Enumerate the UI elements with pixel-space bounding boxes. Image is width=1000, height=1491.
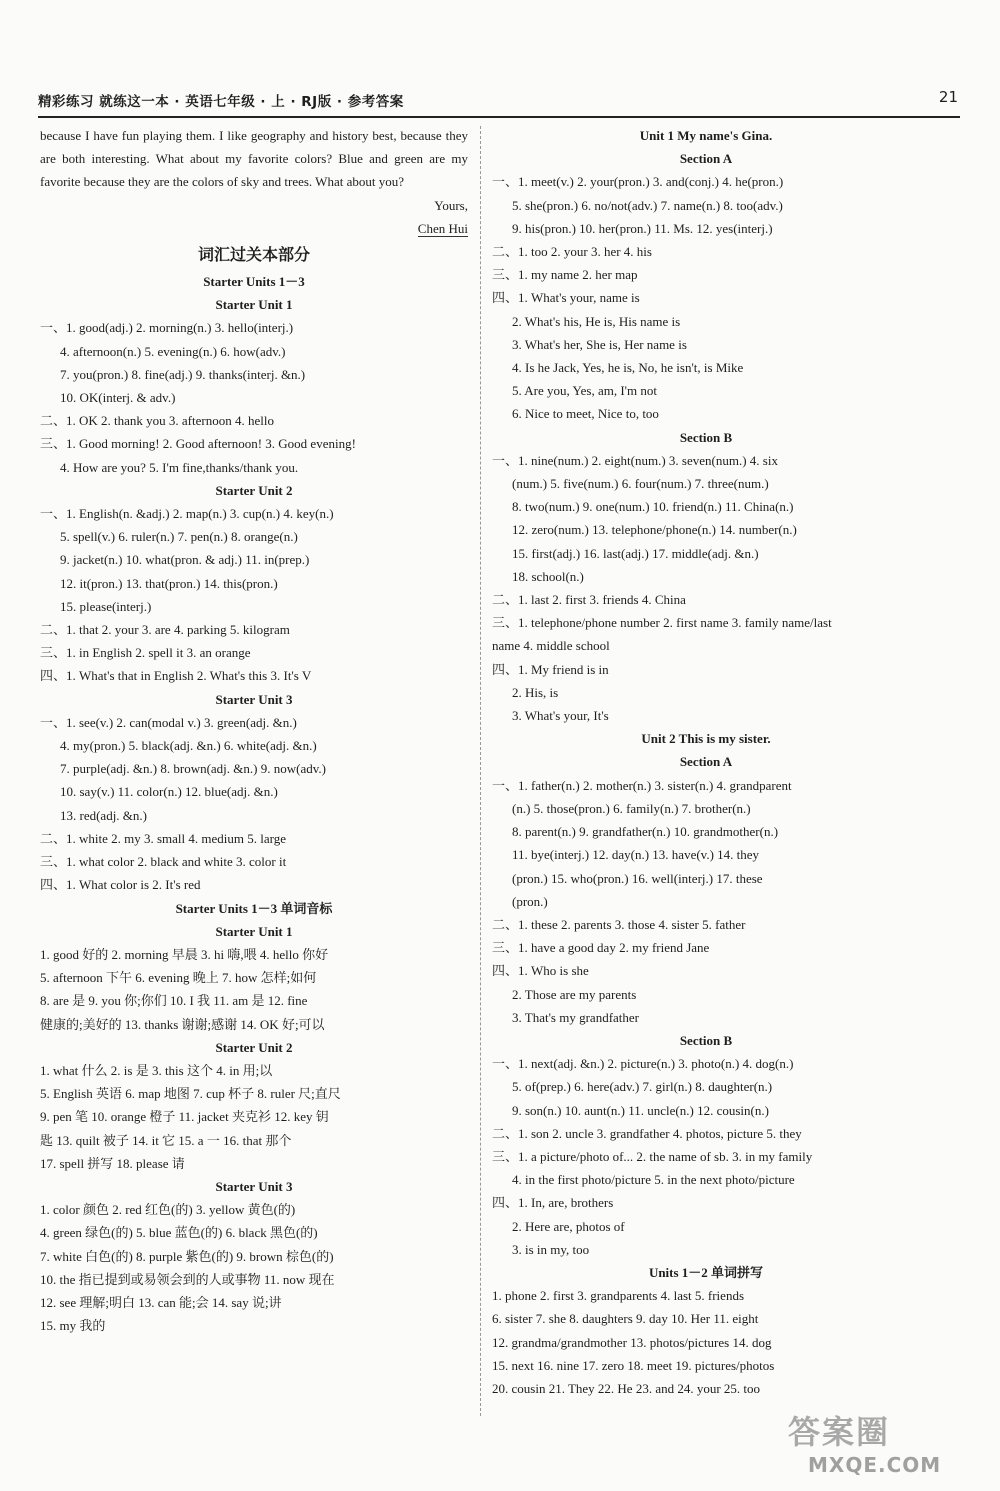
watermark xyxy=(770,1405,970,1483)
answer-line: 二、1. white 2. my 3. small 4. medium 5. large xyxy=(40,830,287,846)
section-heading: Starter Unit 3 xyxy=(215,1178,293,1194)
answer-line: (num.) 5. five(num.) 6. four(num.) 7. three(num.) xyxy=(512,476,769,492)
answer-line: 四、1. My friend is in xyxy=(492,661,609,677)
answer-line: 15. next 16. nine 17. zero 18. meet 19. pictures/photos xyxy=(492,1357,775,1373)
letter-paragraph: because I have fun playing them. I like geography and history best, because they are both interesting. What about my favorite colors? Blue and green are my favorite because they are the colors of sky and trees. What about you? xyxy=(40,128,468,190)
answer-line: 一、1. nine(num.) 2. eight(num.) 3. seven(num.) 4. six xyxy=(492,452,778,468)
answer-line: 5. English 英语 6. map 地图 7. cup 杯子 8. ruler 尺;直尺 xyxy=(40,1086,341,1102)
answer-line: 1. phone 2. first 3. grandparents 4. last 5. friends xyxy=(492,1288,745,1304)
answer-line: 1. what 什么 2. is 是 3. this 这个 4. in 用;以 xyxy=(40,1062,273,1078)
column-divider xyxy=(480,126,481,1416)
answer-line: 4. Is he Jack, Yes, he is, No, he isn't, is Mike xyxy=(512,360,744,376)
answer-line: 3. That's my grandfather xyxy=(512,1009,640,1025)
answer-line: 12. see 理解;明白 13. can 能;会 14. say 说;讲 xyxy=(40,1294,282,1310)
answer-line: 15. my 我的 xyxy=(40,1318,106,1334)
answer-line: 3. What's your, It's xyxy=(512,708,609,724)
page-header xyxy=(38,86,960,118)
section-heading: Starter Unit 2 xyxy=(215,1039,293,1055)
answer-line: 2. Here are, photos of xyxy=(512,1218,625,1234)
answer-line: 17. spell 拼写 18. please 请 xyxy=(40,1155,185,1171)
answer-line: 二、1. OK 2. thank you 3. afternoon 4. hello xyxy=(40,413,274,429)
letter-signature xyxy=(40,217,468,240)
answer-line: 9. his(pron.) 10. her(pron.) 11. Ms. 12. yes(interj.) xyxy=(512,220,773,236)
answer-line: 三、1. Good morning! 2. Good afternoon! 3. Good evening! xyxy=(40,436,356,452)
watermark-url: MXQE.COM xyxy=(808,1453,942,1477)
answer-line: 12. zero(num.) 13. telephone/phone(n.) 14. number(n.) xyxy=(512,522,797,538)
answer-line: 8. are 是 9. you 你;你们 10. I 我 11. am 是 12. fine xyxy=(40,993,308,1009)
answer-line: 4. How are you? 5. I'm fine,thanks/thank you. xyxy=(60,459,299,475)
answer-line: 7. you(pron.) 8. fine(adj.) 9. thanks(interj. &n.) xyxy=(60,366,306,382)
answer-line: 一、1. good(adj.) 2. morning(n.) 3. hello(interj.) xyxy=(40,320,294,336)
answer-line: 4. my(pron.) 5. black(adj. &n.) 6. white(adj. &n.) xyxy=(60,738,317,754)
signature-name: Chen Hui xyxy=(417,220,468,236)
answer-line: 9. pen 笔 10. orange 橙子 11. jacket 夹克衫 12. key 钥 xyxy=(40,1109,329,1125)
answer-line: 3. is in my, too xyxy=(512,1241,590,1257)
answer-line: 5. afternoon 下午 6. evening 晚上 7. how 怎样;如何 xyxy=(40,970,317,986)
answer-line: 18. school(n.) xyxy=(512,568,584,584)
section-heading: Unit 2 This is my sister. xyxy=(641,731,771,747)
answer-line: 健康的;美好的 13. thanks 谢谢;感谢 14. OK 好;可以 xyxy=(40,1016,325,1032)
right-column xyxy=(492,124,920,1421)
answer-line: 5. Are you, Yes, am, I'm not xyxy=(512,383,657,399)
answer-line: 三、1. in English 2. spell it 3. an orange xyxy=(40,645,251,661)
answer-line: 三、1. have a good day 2. my friend Jane xyxy=(492,940,710,956)
answer-line: 二、1. too 2. your 3. her 4. his xyxy=(492,244,652,260)
answer-line: 一、1. English(n. &adj.) 2. map(n.) 3. cup(n.) 4. key(n.) xyxy=(40,506,334,522)
answer-line: 1. color 颜色 2. red 红色(的) 3. yellow 黄色(的) xyxy=(40,1202,296,1218)
answer-line: 9. jacket(n.) 10. what(pron. & adj.) 11. in(prep.) xyxy=(60,552,310,568)
answer-line: 三、1. my name 2. her map xyxy=(492,267,638,283)
answer-line: 10. the 指已提到或易领会到的人或事物 11. now 现在 xyxy=(40,1271,335,1287)
answer-line: 4. green 绿色(的) 5. blue 蓝色(的) 6. black 黑色(的) xyxy=(40,1225,318,1241)
section-heading: Starter Unit 1 xyxy=(215,297,293,313)
answer-line: (n.) 5. those(pron.) 6. family(n.) 7. brother(n.) xyxy=(512,800,751,816)
section-heading: Section B xyxy=(679,1032,733,1048)
answer-line: 四、1. Who is she xyxy=(492,963,589,979)
section-heading: Starter Unit 3 xyxy=(215,691,293,707)
header-title: 精彩练习 就练这一本 · 英语七年级 · 上 · RJ版 · 参考答案 xyxy=(38,94,404,110)
answer-line: 二、1. these 2. parents 3. those 4. sister 5. father xyxy=(492,916,746,932)
section-heading: Units 1－2 单词拼写 xyxy=(648,1264,764,1280)
answer-line: (pron.) xyxy=(512,893,548,909)
answer-line: 3. What's her, She is, Her name is xyxy=(512,336,687,352)
letter-closing: Yours, xyxy=(434,197,468,213)
answer-line: 6. Nice to meet, Nice to, too xyxy=(512,406,659,422)
answer-line: 2. What's his, He is, His name is xyxy=(512,313,681,329)
section-heading: Section B xyxy=(679,429,733,445)
answer-line: 四、1. What's that in English 2. What's this 3. It's V xyxy=(40,668,312,684)
answer-line: 12. it(pron.) 13. that(pron.) 14. this(pron.) xyxy=(60,575,278,591)
answer-line: 一、1. father(n.) 2. mother(n.) 3. sister(n.) 4. grandparent xyxy=(492,777,792,793)
answer-line: 三、1. telephone/phone number 2. first name 3. family name/last xyxy=(492,615,832,631)
answer-line: 7. white 白色(的) 8. purple 紫色(的) 9. brown 棕色(的) xyxy=(40,1248,334,1264)
answer-line: 15. please(interj.) xyxy=(60,598,152,614)
answer-line: 7. purple(adj. &n.) 8. brown(adj. &n.) 9. now(adv.) xyxy=(60,761,326,777)
answer-line: 10. OK(interj. & adv.) xyxy=(60,390,176,406)
left-column xyxy=(40,124,468,1421)
answer-line: 三、1. a picture/photo of... 2. the name of sb. 3. in my family xyxy=(492,1148,813,1164)
answer-line: 四、1. In, are, brothers xyxy=(492,1195,614,1211)
answer-line: 四、1. What color is 2. It's red xyxy=(40,877,201,893)
watermark-logo: 答案圈 xyxy=(788,1413,891,1451)
page-number: 21 xyxy=(938,88,958,106)
answer-line: 4. in the first photo/picture 5. in the next photo/picture xyxy=(512,1172,795,1188)
answer-line: 5. she(pron.) 6. no/not(adv.) 7. name(n.) 8. too(adv.) xyxy=(512,197,783,213)
answer-line: 20. cousin 21. They 22. He 23. and 24. your 25. too xyxy=(492,1380,761,1396)
section-heading: Starter Unit 1 xyxy=(215,923,293,939)
answer-line: 12. grandma/grandmother 13. photos/pictures 14. dog xyxy=(492,1334,772,1350)
answer-line: 二、1. that 2. your 3. are 4. parking 5. kilogram xyxy=(40,622,290,638)
answer-line: 8. two(num.) 9. one(num.) 10. friend(n.) 11. China(n.) xyxy=(512,499,794,515)
answer-line: 5. spell(v.) 6. ruler(n.) 7. pen(n.) 8. orange(n.) xyxy=(60,529,298,545)
answer-line: 1. good 好的 2. morning 早晨 3. hi 嗨,喂 4. hello 你好 xyxy=(40,946,329,962)
section-heading: Starter Units 1－3 单词音标 xyxy=(175,900,333,916)
part-heading: 词汇过关本部分 xyxy=(197,245,310,265)
answer-line: 2. His, is xyxy=(512,684,559,700)
answer-line: 一、1. next(adj. &n.) 2. picture(n.) 3. photo(n.) 4. dog(n.) xyxy=(492,1056,794,1072)
answer-line: 8. parent(n.) 9. grandfather(n.) 10. grandmother(n.) xyxy=(512,824,779,840)
answer-line: 6. sister 7. she 8. daughters 9. day 10. Her 11. eight xyxy=(492,1311,759,1327)
answer-line: 一、1. meet(v.) 2. your(pron.) 3. and(conj.) 4. he(pron.) xyxy=(492,174,784,190)
answer-line: 三、1. what color 2. black and white 3. color it xyxy=(40,854,287,870)
answer-line: 15. first(adj.) 16. last(adj.) 17. middle(adj. &n.) xyxy=(512,545,759,561)
section-heading: Starter Units 1－3 xyxy=(203,274,305,290)
answer-line: 四、1. What's your, name is xyxy=(492,290,640,306)
section-heading: Starter Unit 2 xyxy=(215,482,293,498)
answer-line: 4. afternoon(n.) 5. evening(n.) 6. how(adv.) xyxy=(60,343,286,359)
answer-line: 2. Those are my parents xyxy=(512,986,637,1002)
answer-line: (pron.) 15. who(pron.) 16. well(interj.) 17. these xyxy=(512,870,763,886)
answer-line: 一、1. see(v.) 2. can(modal v.) 3. green(adj. &n.) xyxy=(40,714,297,730)
answer-line: 5. of(prep.) 6. here(adv.) 7. girl(n.) 8. daughter(n.) xyxy=(512,1079,773,1095)
answer-line: 13. red(adj. &n.) xyxy=(60,807,148,823)
answer-line: name 4. middle school xyxy=(492,638,610,654)
answer-line: 二、1. last 2. first 3. friends 4. China xyxy=(492,592,686,608)
section-heading: Section A xyxy=(679,754,733,770)
section-heading: Unit 1 My name's Gina. xyxy=(639,128,773,143)
answer-line: 二、1. son 2. uncle 3. grandfather 4. photos, picture 5. they xyxy=(492,1125,802,1141)
answer-line: 匙 13. quilt 被子 14. it 它 15. a 一 16. that 那个 xyxy=(40,1132,292,1148)
answer-line: 11. bye(interj.) 12. day(n.) 13. have(v.) 14. they xyxy=(512,847,760,863)
answer-line: 9. son(n.) 10. aunt(n.) 11. uncle(n.) 12. cousin(n.) xyxy=(512,1102,769,1118)
section-heading: Section A xyxy=(679,151,733,167)
answer-line: 10. say(v.) 11. color(n.) 12. blue(adj. &n.) xyxy=(60,784,278,800)
